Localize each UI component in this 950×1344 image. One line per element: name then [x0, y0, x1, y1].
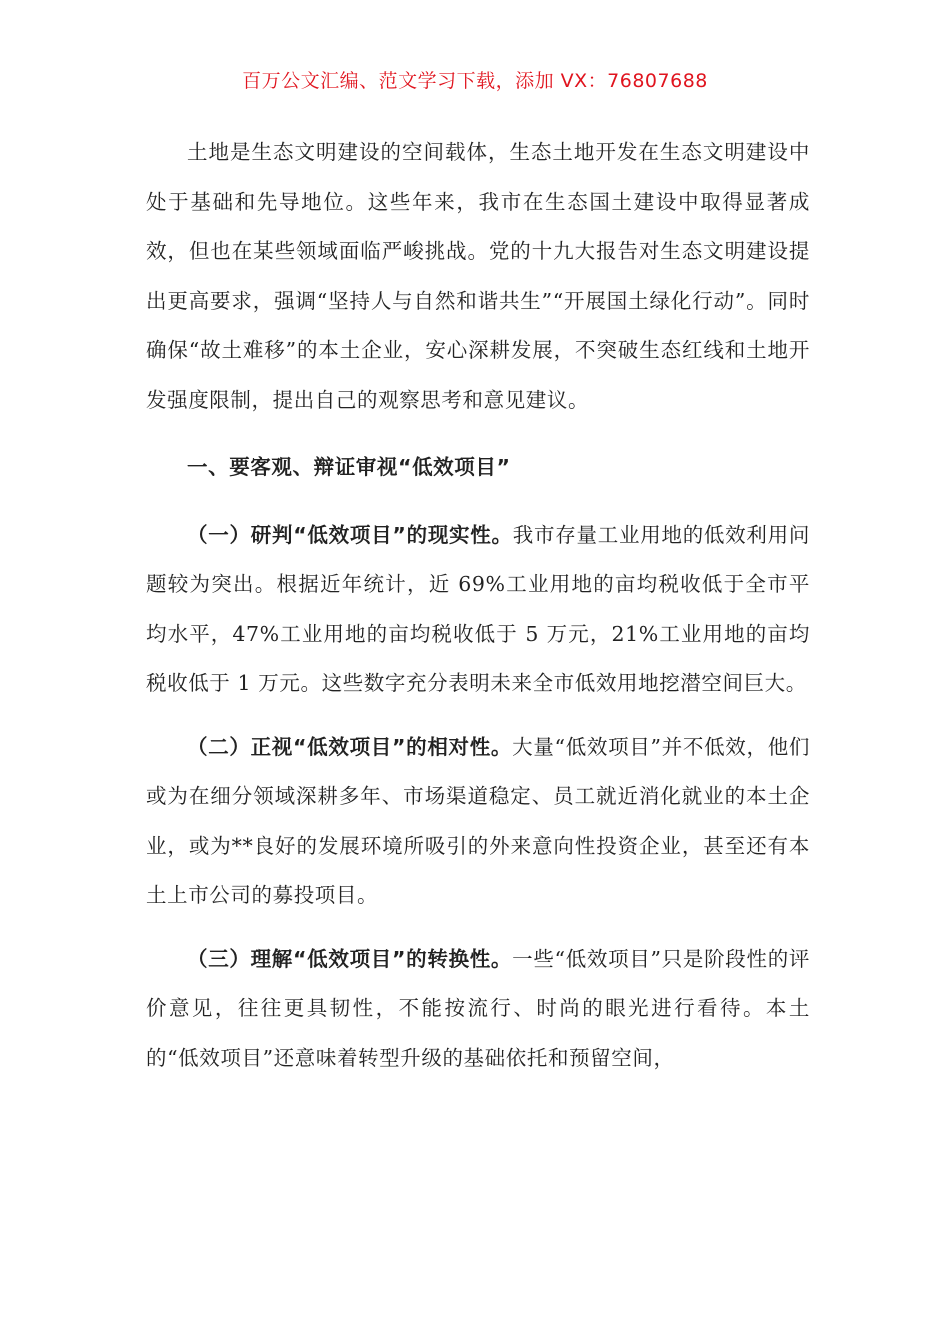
item-text-3: 一些“低效项目”只是阶段性的评价意见，往往更具韧性，不能按流行、时尚的眼光进行看待。本土的“低效项目”还意味着转型升级的基础依托和预留空间， [146, 946, 810, 1070]
intro-paragraph: 土地是生态文明建设的空间载体，生态土地开发在生态文明建设中处于基础和先导地位。这些年来，我市在生态国土建设中取得显著成效，但也在某些领域面临严峻挑战。党的十九大报告对生态文明建设提出更高要求，强调“坚持人与自然和谐共生”“开展国土绿化行动”。同时确保“故土难移”的本土企业，安心深耕发展，不突破生态红线和土地开发强度限制，提出自己的观察思考和意见建议。 [146, 140, 810, 412]
item-paragraph-2 [146, 723, 810, 921]
page-header-notice: 百万公文汇编、范文学习下载，添加 VX：76807688 [242, 70, 708, 92]
item-paragraph-1 [146, 511, 810, 709]
item-lead-2: （二）正视“低效项目”的相对性。 [187, 734, 513, 759]
section-heading: 一、要客观、辩证审视“低效项目” [187, 455, 511, 479]
item-text-1: 我市存量工业用地的低效利用问题较为突出。根据近年统计，近 69%工业用地的亩均税收低于全市平均水平，47%工业用地的亩均税收低于 5 万元，21%工业用地的亩均税收低于 1 万元。这些数字充分表明未来全市低效用地挖潜空间巨大。 [146, 522, 810, 695]
item-paragraph-3 [146, 935, 810, 1084]
document-body [146, 128, 810, 1083]
item-lead-1: （一）研判“低效项目”的现实性。 [187, 522, 513, 547]
item-lead-3: （三）理解“低效项目”的转换性。 [187, 946, 513, 971]
item-text-2: 大量“低效项目”并不低效，他们或为在细分领域深耕多年、市场渠道稳定、员工就近消化就业的本土企业，或为**良好的发展环境所吸引的外来意向性投资企业，甚至还有本土上市公司的募投项目。 [146, 734, 810, 907]
